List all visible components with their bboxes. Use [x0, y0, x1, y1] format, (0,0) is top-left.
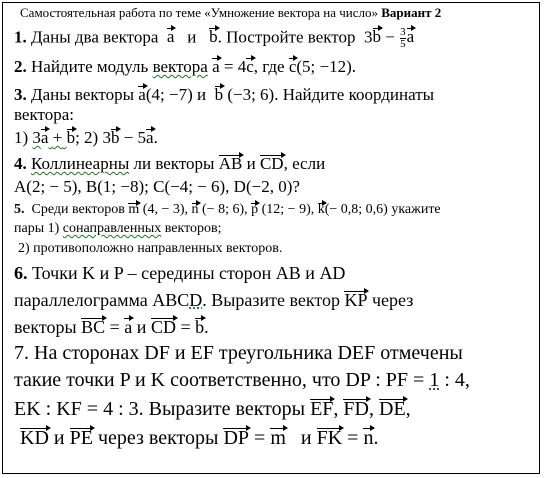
problem-4-line-2: [14, 178, 300, 195]
problem-6-number: 6.: [14, 263, 28, 283]
problem-6-parallelogram: параллелограмма ABC: [14, 290, 190, 310]
problem-2-text: Найдите модуль: [31, 57, 149, 76]
problem-7-line-1: [14, 343, 463, 363]
problem-7-through: через векторы: [97, 427, 219, 449]
vector-m-coords: (4, − 3),: [142, 202, 189, 217]
vector-bc: BC: [81, 317, 106, 337]
vector-a: a: [40, 128, 49, 147]
problem-4-points: A(2; − 5), B(1; −8); C(−4; − 6), D(−2, 0)?: [14, 177, 300, 196]
problem-7-ratio-one: 1: [429, 369, 440, 391]
problem-5-number: 5.: [14, 202, 25, 217]
problem-4-text: ли векторы: [133, 154, 215, 173]
conjunction: и: [187, 27, 197, 47]
vector-a: a: [212, 57, 220, 76]
vector-k-coords: (− 0,8; 0,6) укажите: [324, 202, 441, 217]
equals-sign: =: [347, 427, 359, 449]
vector-pe: PE: [69, 427, 93, 449]
vector-kd: KD: [20, 427, 49, 449]
problem-5-vectors: векторов;: [164, 221, 222, 236]
vector-m: m: [270, 427, 286, 449]
vector-dp: DP: [223, 427, 250, 449]
minus-term: − 5: [123, 128, 147, 147]
problem-5-pairs: пары 1): [14, 221, 60, 236]
problem-3-continuation: вектора:: [14, 105, 74, 124]
problem-3-line-1: [14, 86, 434, 103]
problem-4-line-1: [14, 155, 325, 172]
equals-expr: = 4: [223, 57, 247, 76]
period: .: [373, 427, 379, 449]
problem-6-letter-d: D: [189, 290, 203, 310]
problem-3-line-2: [14, 106, 74, 123]
problem-7-line-3: [14, 399, 411, 419]
problem-1-number: 1.: [14, 27, 27, 47]
problem-4-if: , если: [283, 154, 326, 173]
problem-2-where: , где: [253, 57, 285, 76]
vector-a: a: [166, 27, 175, 47]
vector-c: c: [288, 57, 297, 76]
problem-7-ratio-mid: : PF =: [370, 369, 430, 391]
vector-fk: FK: [316, 427, 343, 449]
vector-c-coords: (5; −12).: [296, 57, 357, 76]
comma: ,: [369, 398, 374, 420]
vector-cd: CD: [150, 317, 176, 337]
problem-6-through: через: [371, 290, 414, 310]
vector-a: a: [124, 317, 133, 337]
problem-5-text: Среди векторов: [31, 202, 125, 217]
problem-3-line-3: [14, 129, 158, 146]
coefficient: 3: [102, 128, 111, 147]
problem-4-number: 4.: [14, 154, 27, 173]
vector-n: n: [191, 202, 199, 217]
fraction-numerator: 3: [400, 26, 406, 38]
equals-sign: =: [180, 317, 191, 337]
problem-7-express: EK : KF = 4 : 3. Выразите векторы: [14, 398, 306, 420]
problem-2: [14, 58, 356, 75]
vector-ab: AB: [218, 154, 243, 173]
vector-b-coords: (−3; 6). Найдите координаты: [227, 85, 435, 104]
equals-sign: =: [254, 427, 266, 449]
problem-1: [14, 27, 414, 50]
problem-7-text: 7. На сторонах DF и EF треугольника DEF отмечены: [14, 342, 463, 364]
vector-c: c: [246, 57, 254, 76]
vector-ef: EF: [310, 398, 334, 420]
vector-de: DE: [379, 398, 406, 420]
vector-a: a: [146, 128, 154, 147]
conjunction: и: [300, 427, 312, 449]
problem-6-express: . Выразите вектор: [202, 290, 340, 310]
vector-cd: CD: [259, 154, 284, 173]
problem-2-number: 2.: [14, 57, 27, 76]
plus-sign: +: [52, 128, 63, 147]
equals-sign: =: [109, 317, 120, 337]
header-line: [20, 6, 441, 19]
vector-b: b: [195, 317, 205, 337]
fraction-denominator: 5: [400, 38, 406, 50]
period: .: [204, 317, 209, 337]
vector-b: b: [66, 128, 76, 147]
vector-kp: KP: [344, 290, 368, 310]
vector-a-coords: (4; −7) и: [145, 85, 207, 104]
period: .: [153, 128, 158, 147]
vector-k: k: [317, 202, 325, 217]
vector-b: b: [214, 85, 224, 104]
vector-a: a: [406, 27, 415, 47]
vector-b: b: [209, 27, 218, 47]
item-1-label: 1): [14, 128, 29, 147]
vector-a: a: [138, 85, 146, 104]
vector-fd: FD: [343, 398, 369, 420]
problem-3-text: Даны векторы: [31, 85, 135, 104]
minus-sign: −: [385, 27, 395, 47]
problem-2-word: вектора: [152, 57, 208, 76]
header-title: Самостоятельная работа по теме «Умножение вектора на число»: [20, 5, 378, 20]
problem-5-codirected: сонаправленных: [62, 221, 162, 236]
problem-5-line-2: [14, 222, 222, 236]
problem-7-line-2: [14, 370, 470, 390]
expr-1: [32, 128, 75, 147]
vector-n-coords: (− 8; 6),: [202, 202, 248, 217]
problem-6-line-1: [14, 264, 345, 282]
problem-7-ratio-end: : 4,: [439, 369, 470, 391]
header-variant: Вариант 2: [381, 5, 442, 20]
conjunction: и: [246, 154, 256, 173]
problem-6-line-3: [14, 318, 209, 336]
problem-5-line-1: [14, 203, 441, 217]
problem-7-line-4: [20, 428, 378, 448]
vector-m: m: [128, 202, 140, 217]
vector-n: n: [363, 427, 374, 449]
vector-b: b: [372, 27, 381, 47]
problem-7-points: такие точки P и K соответственно, что DP: [14, 369, 371, 391]
coefficient: 3: [364, 27, 373, 47]
coefficient: 3: [32, 128, 41, 147]
problem-4-word: Коллинеарны: [31, 154, 130, 173]
problem-6-text: Точки K и P – середины сторон AB и AD: [32, 263, 346, 283]
vector-p: p: [251, 202, 259, 217]
vector-p-coords: (12; − 9),: [261, 202, 315, 217]
item-2-label: ; 2): [75, 128, 99, 147]
problem-6-line-2: [14, 291, 413, 309]
problem-5-opposite: 2) противоположно направленных векторов.: [18, 241, 283, 256]
vector-b: b: [110, 128, 120, 147]
problem-3-number: 3.: [14, 85, 27, 104]
problem-5-line-3: [18, 242, 282, 256]
problem-1-text: Даны два вектора: [31, 27, 159, 47]
fraction: [400, 27, 406, 50]
comma: ,: [333, 398, 339, 420]
conjunction: и: [53, 427, 65, 449]
problem-1-task: . Постройте вектор: [217, 27, 356, 47]
conjunction: и: [136, 317, 147, 337]
comma: ,: [405, 398, 411, 420]
problem-6-vectors: векторы: [14, 317, 77, 337]
